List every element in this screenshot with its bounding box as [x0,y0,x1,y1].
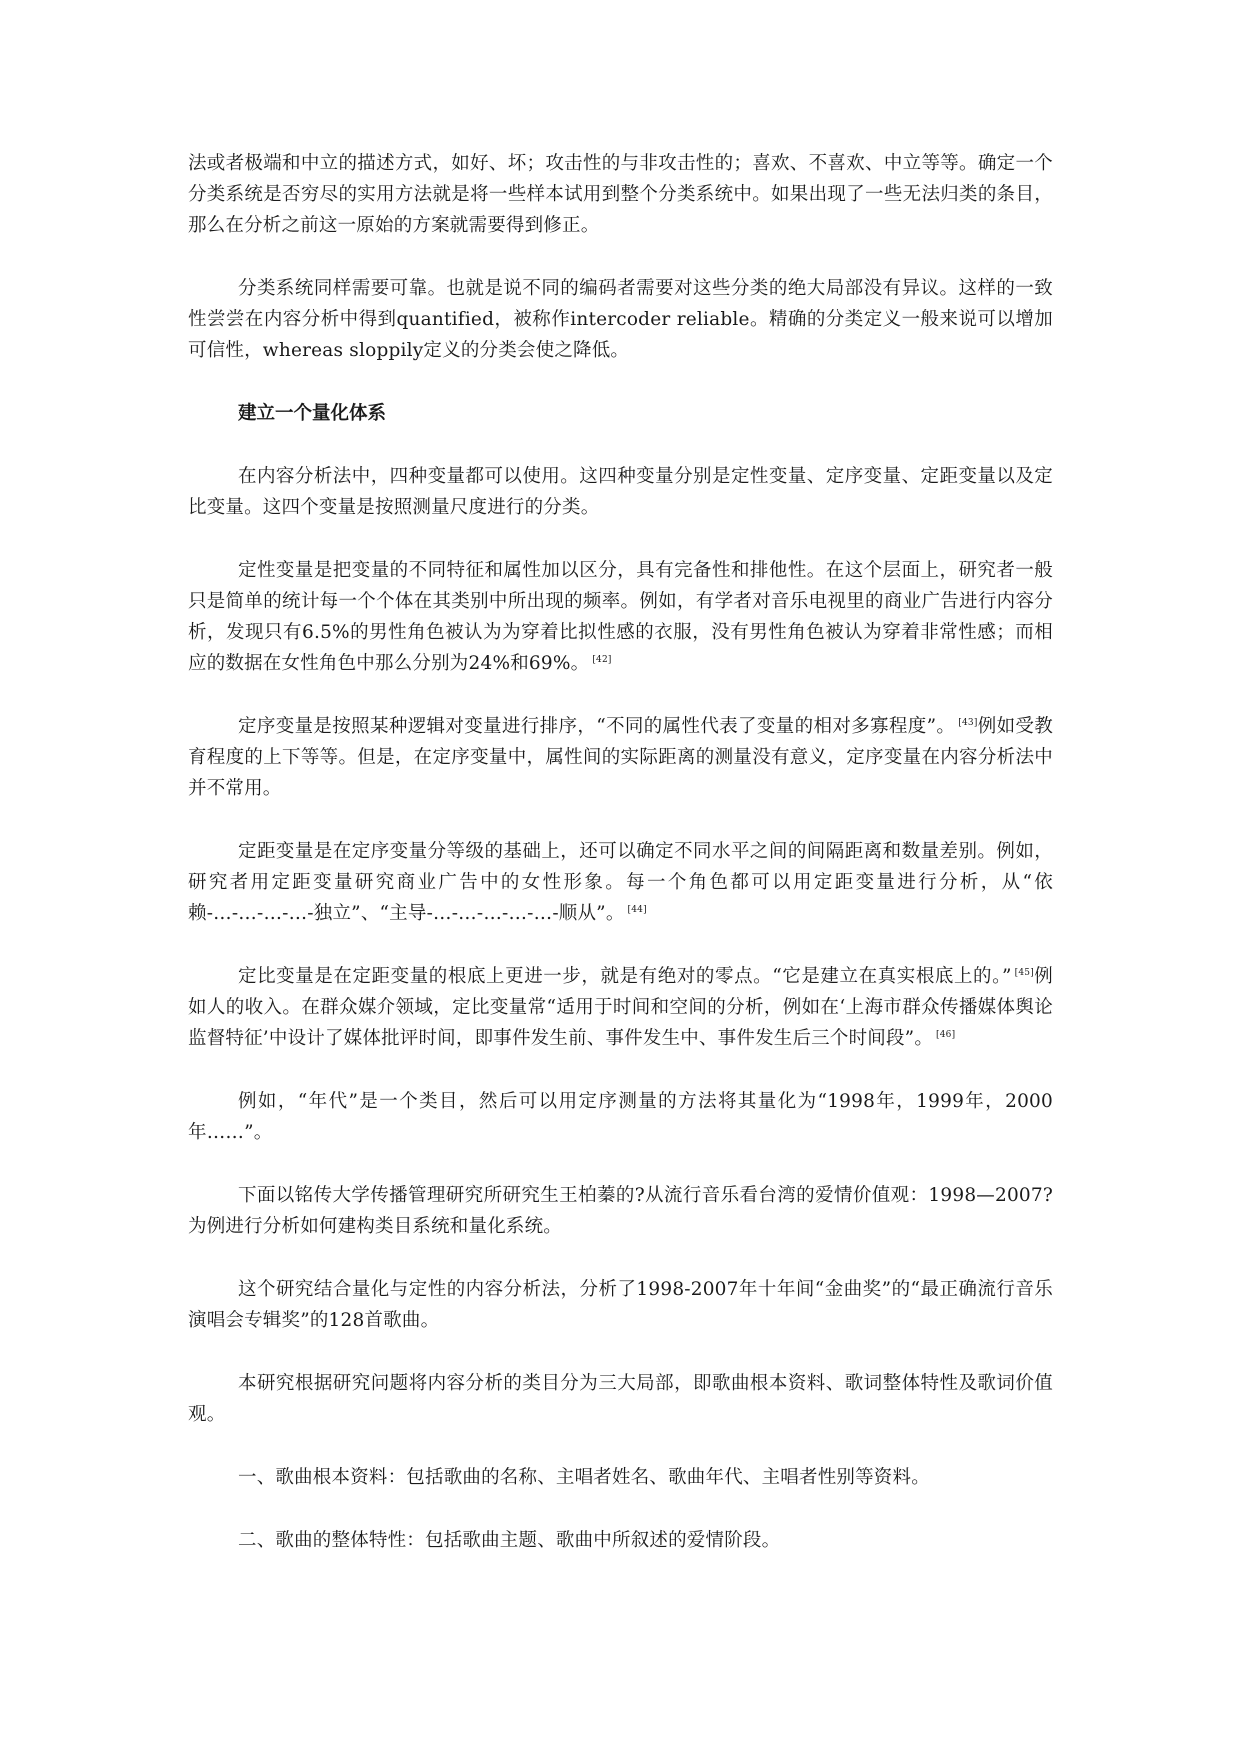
paragraph-text: 一、歌曲根本资料：包括歌曲的名称、主唱者姓名、歌曲年代、主唱者性别等资料。 [238,1467,930,1488]
paragraph-text: 定比变量是在定距变量的根底上更进一步，就是有绝对的零点。“它是建立在真实根底上的。” [238,966,1012,987]
paragraph-case-intro [188,1180,1053,1242]
paragraph-text: 本研究根据研究问题将内容分析的类目分为三大局部，即歌曲根本资料、歌词整体特性及歌词价值观。 [188,1373,1053,1425]
paragraph-text: 这个研究结合量化与定性的内容分析法，分析了1998-2007年十年间“金曲奖”的“最正确流行音乐演唱会专辑奖”的128首歌曲。 [188,1279,1053,1331]
paragraph-study-scope [188,1274,1053,1336]
footnote-ref[interactable]: [46] [936,1029,956,1040]
paragraph-text: 定序变量是按照某种逻辑对变量进行排序，“不同的属性代表了变量的相对多寡程度”。 [238,716,956,737]
paragraph-year-example [188,1086,1053,1148]
paragraph-text: 定性变量是把变量的不同特征和属性加以区分，具有完备性和排他性。在这个层面上，研究者一般只是简单的统计每一个个体在其类别中所出现的频率。例如，有学者对音乐电视里的商业广告进行内容分析，发现只有6.5%的男性角色被认为为穿着比拟性感的衣服，没有男性角色被认为穿着非常性感；而相应的数据在女性角色中那么分别为24%和69%。 [188,560,1053,674]
document-body [188,148,1053,1588]
paragraph-text: 定距变量是在定序变量分等级的基础上，还可以确定不同水平之间的间隔距离和数量差别。例如，研究者用定距变量研究商业广告中的女性形象。每一个角色都可以用定距变量进行分析，从“依赖-…-…-…-…-独立”、“主导-…-…-…-…-…-顺从”。 [188,841,1053,924]
paragraph-four-variables [188,461,1053,523]
paragraph-interval-variable [188,836,1053,929]
footnote-ref[interactable]: [44] [627,904,647,915]
paragraph-text: 法或者极端和中立的描述方式，如好、坏；攻击性的与非攻击性的；喜欢、不喜欢、中立等等。确定一个分类系统是否穷尽的实用方法就是将一些样本试用到整个分类系统中。如果出现了一些无法归类的条目，那么在分析之前这一原始的方案就需要得到修正。 [188,153,1053,236]
paragraph-item-two [188,1525,1053,1556]
paragraph-classification-reliable [188,273,1053,366]
footnote-ref[interactable]: [42] [592,654,612,665]
paragraph-text: 分类系统同样需要可靠。也就是说不同的编码者需要对这些分类的绝大局部没有异议。这样的一致性尝尝在内容分析中得到quantified，被称作intercoder reliable。精确的分类定义一般来说可以增加可信性，whereas sloppily定义的分类会使之降低。 [188,278,1053,361]
paragraph-text: 下面以铭传大学传播管理研究所研究生王柏蓁的?从流行音乐看台湾的爱情价值观：1998—2007?为例进行分析如何建构类目系统和量化系统。 [188,1185,1053,1237]
footnote-ref[interactable]: [43] [958,717,978,728]
paragraph-text: 二、歌曲的整体特性：包括歌曲主题、歌曲中所叙述的爱情阶段。 [238,1530,781,1551]
paragraph-item-one [188,1462,1053,1493]
paragraph-text-tail: 例如人的收入。在群众媒介领域，定比变量常“适用于时间和空间的分析，例如在‘上海市群众传播媒体舆论监督特征’中设计了媒体批评时间，即事件发生前、事件发生中、事件发生后三个时间段”。 [188,966,1054,1049]
section-heading: 建立一个量化体系 [238,403,387,424]
paragraph-text-tail: 例如受教育程度的上下等等。但是，在定序变量中，属性间的实际距离的测量没有意义，定序变量在内容分析法中并不常用。 [188,716,1053,799]
paragraph-classification-exhaustive [188,148,1053,241]
paragraph-nominal-variable [188,555,1053,679]
paragraph-ratio-variable [188,961,1053,1054]
paragraph-text: 例如，“年代”是一个类目，然后可以用定序测量的方法将其量化为“1998年，1999年，2000年……”。 [188,1091,1053,1143]
paragraph-ordinal-variable [188,711,1053,804]
paragraph-text: 在内容分析法中，四种变量都可以使用。这四种变量分别是定性变量、定序变量、定距变量以及定比变量。这四个变量是按照测量尺度进行的分类。 [188,466,1053,518]
footnote-ref[interactable]: [45] [1014,967,1034,978]
paragraph-category-parts [188,1368,1053,1430]
